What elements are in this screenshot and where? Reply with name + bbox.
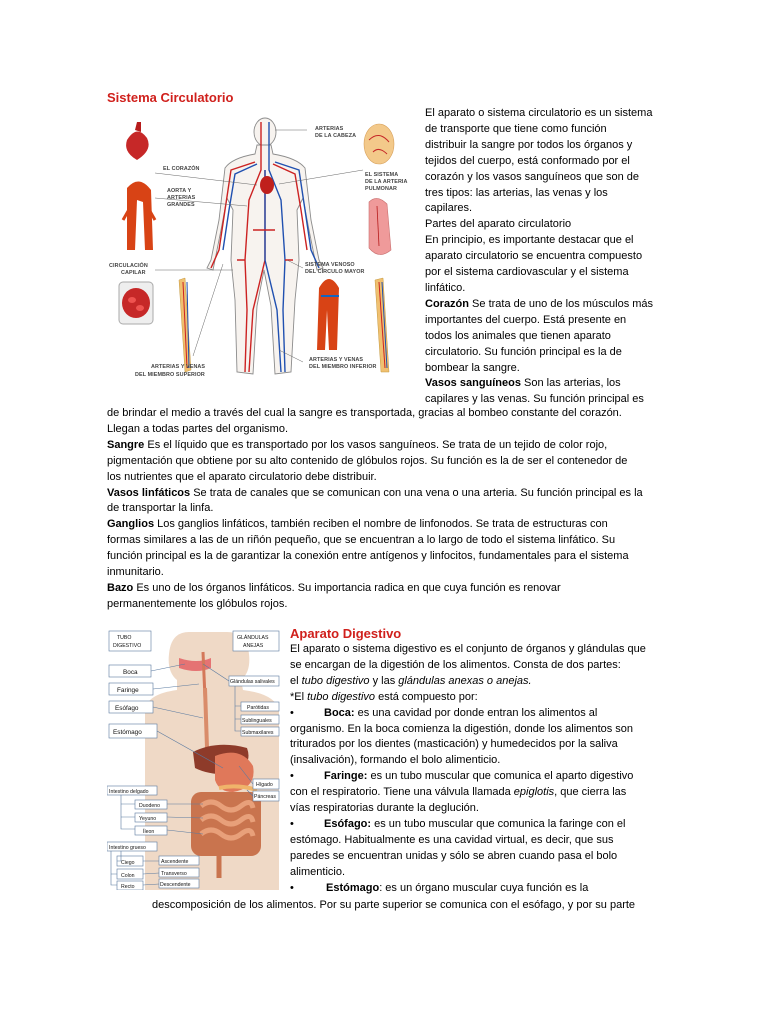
svg-text:Faringe: Faringe: [117, 687, 139, 694]
svg-text:Estómago: Estómago: [113, 729, 142, 736]
inset-lower-limb-2: [375, 278, 389, 372]
estomago-item: • Estómago: es un órgano muscular cuya función es la: [290, 881, 589, 894]
digestive-title: Aparato Digestivo: [290, 626, 402, 641]
svg-text:DE LA CABEZA: DE LA CABEZA: [315, 133, 357, 139]
inset-upper-limb: [179, 278, 191, 372]
svg-text:DEL MIEMBRO INFERIOR: DEL MIEMBRO INFERIOR: [309, 364, 377, 370]
circulatory-side-text: El aparato o sistema circulatorio es un sistema de transporte que tiene como función distribuir la sangre por todos los órganos y tejidos del cuerpo, está conformado por el corazón y los vasos sanguíneos que son de tres tipos: las arterias, las venas y los capilares. Partes del aparato circulatorio En principio, es importante destacar que el aparato circulatorio se encuentra compuesto por el sistema cardiovascular y el sistema linfático. Corazón Se trata de uno de los músculos más importantes del cuerpo. Está presente en todos los animales que tienen aparato circulatorio. Su función principal es la de bombear la sangre. Vasos sanguíneos Son las arterias, los capilares y las venas. Su función principal es: [425, 106, 675, 408]
vasos-paragraph: Vasos sanguíneos Son las arterias, los: [425, 377, 621, 390]
svg-text:Esófago: Esófago: [115, 705, 139, 712]
svg-text:Recto: Recto: [121, 884, 135, 890]
svg-text:Hígado: Hígado: [256, 782, 273, 788]
svg-text:TUBO: TUBO: [117, 635, 132, 641]
svg-text:Parótidas: Parótidas: [247, 705, 269, 711]
ganglios-paragraph: Ganglios Los ganglios linfáticos, también reciben el nombre de linfonodos. Se trata de estructuras con: [107, 518, 608, 531]
inset-capillary: [119, 282, 153, 324]
svg-text:Descendente: Descendente: [160, 882, 191, 888]
svg-text:Boca: Boca: [123, 669, 138, 676]
svg-text:ARTERIAS: ARTERIAS: [167, 195, 196, 201]
svg-text:DEL MIEMBRO SUPERIOR: DEL MIEMBRO SUPERIOR: [135, 372, 205, 378]
svg-text:Submaxilares: Submaxilares: [242, 730, 274, 736]
label-capilar: CIRCULACIÓN: [109, 263, 148, 269]
svg-text:GLÁNDULAS: GLÁNDULAS: [237, 635, 269, 641]
svg-text:ANEJAS: ANEJAS: [243, 643, 264, 649]
label-miembro-superior: ARTERIAS Y VENAS: [151, 364, 206, 370]
bazo-paragraph: Bazo Es uno de los órganos linfáticos. Su importancia radica en que cuya función es renovar: [107, 581, 561, 594]
faringe-item: • Faringe: es un tubo muscular que comunica el aparto digestivo: [290, 770, 634, 783]
svg-text:DIGESTIVO: DIGESTIVO: [113, 643, 142, 649]
corazon-paragraph: Corazón Se trata de uno de los músculos más: [425, 297, 654, 310]
heart-shape: [260, 176, 274, 194]
inset-heart: [119, 122, 155, 164]
svg-text:Glándulas salivales: Glándulas salivales: [230, 679, 275, 685]
svg-text:Transverso: Transverso: [161, 871, 187, 877]
svg-text:Ciego: Ciego: [121, 860, 135, 866]
svg-text:Colon: Colon: [121, 873, 135, 879]
svg-text:DEL CÍRCULO MAYOR: DEL CÍRCULO MAYOR: [305, 269, 365, 275]
digestive-system-figure: [107, 628, 285, 890]
svg-text:Sublinguales: Sublinguales: [242, 718, 272, 724]
esofago-item: • Esófago: es un tubo muscular que comunica la faringe con el: [290, 817, 626, 830]
circulatory-system-figure: [107, 110, 417, 382]
label-corazon: EL CORAZÓN: [163, 166, 200, 172]
inset-head: [364, 124, 394, 164]
svg-text:Yeyuno: Yeyuno: [139, 816, 157, 822]
circulatory-title: Sistema Circulatorio: [107, 90, 234, 105]
svg-text:Intestino grueso: Intestino grueso: [109, 845, 146, 851]
label-aorta: AORTA Y: [167, 188, 192, 194]
svg-text:Duodeno: Duodeno: [139, 803, 161, 809]
label-pulmonar: EL SISTEMA: [365, 172, 399, 178]
linfaticos-paragraph: Vasos linfáticos Se trata de canales que se comunican con una vena o una arteria. Su función principal es la: [107, 486, 643, 499]
label-venoso: SISTEMA VENOSO: [305, 262, 355, 268]
boca-item: • Boca: es una cavidad por donde entran los alimentos al: [290, 706, 598, 719]
estomago-continuation: descomposición de los alimentos. Por su parte superior se comunica con el esófago, y por su parte: [152, 899, 636, 911]
svg-text:CAPILAR: CAPILAR: [121, 270, 146, 276]
digestive-text: El aparato o sistema digestivo es el conjunto de órganos y glándulas que se encargan de la digestión de los alimentos. Consta de dos partes: el tubo digestivo y las glándulas anexas o anejas. *El tubo digestivo está compuesto por: • Boca: es una cavidad por donde entran los alimentos al organismo. En la boca comienza la digestión, donde los alimentos son triturados por los dientes (masticación) y humedecidos por la saliva (insalivación), formando el bolo alimenticio. • Faringe: es un tubo muscular que comunica el aparto digestivo con el respiratorio. Tiene una válvula llamada epiglotis, que cierra las vías respiratorias durante la deglución. • Esófago: es un tubo muscular que comunica la faringe con el estómago. Habitualmente es una cavidad virtual, es decir, que sus paredes se encuentran unidas y sólo se abren cuando pasa el bolo alimenticio. • Estómago: es un órgano muscular cuya función es la: [290, 642, 680, 897]
inset-lower-limb-1: [317, 279, 339, 350]
circulatory-full-text: de brindar el medio a través del cual la sangre es transportada, gracias al bombeo constante del corazón. Llegan a todas partes del organismo. Sangre Es el líquido que es transportado por los vasos sanguíneos. Se trata de un tejido de color rojo, pigmentación que obtiene por su alto contenido de glóbulos rojos. Su función es la de ser el contenedor de los nutrientes que el aparato circulatorio debe distribuir. Vasos linfáticos Se trata de canales que se comunican con una vena o una arteria. Su función principal es la de transportar la linfa. Ganglios Los ganglios linfáticos, también reciben el nombre de linfonodos. Se trata de estructuras con formas similares a las de un riñón pequeño, que se encuentran a lo largo de todo el sistema linfático. Su función principal es la de garantizar la conexión entre antígenos y linfocitos, fundamentales para el sistema inmunitario. Bazo Es uno de los órganos linfáticos. Su importancia radica en que cuya función es renovar permanentemente los glóbulos rojos.: [107, 406, 667, 613]
svg-text:PULMONAR: PULMONAR: [365, 186, 397, 192]
label-arterias-cabeza: ARTERIAS: [315, 126, 344, 132]
svg-text:Intestino delgado: Intestino delgado: [109, 789, 149, 795]
svg-text:DE LA ARTERIA: DE LA ARTERIA: [365, 179, 408, 185]
sangre-paragraph: Sangre Es el líquido que es transportado por los vasos sanguíneos. Se trata de un tejido de color rojo,: [107, 438, 608, 451]
label-miembro-inferior: ARTERIAS Y VENAS: [309, 357, 364, 363]
svg-text:Ascendente: Ascendente: [161, 859, 189, 865]
svg-text:Páncreas: Páncreas: [254, 794, 276, 800]
inset-lungs: [369, 198, 391, 254]
inset-aorta: [123, 181, 155, 250]
svg-text:GRANDES: GRANDES: [167, 202, 195, 208]
svg-text:Íleon: Íleon: [143, 829, 155, 835]
